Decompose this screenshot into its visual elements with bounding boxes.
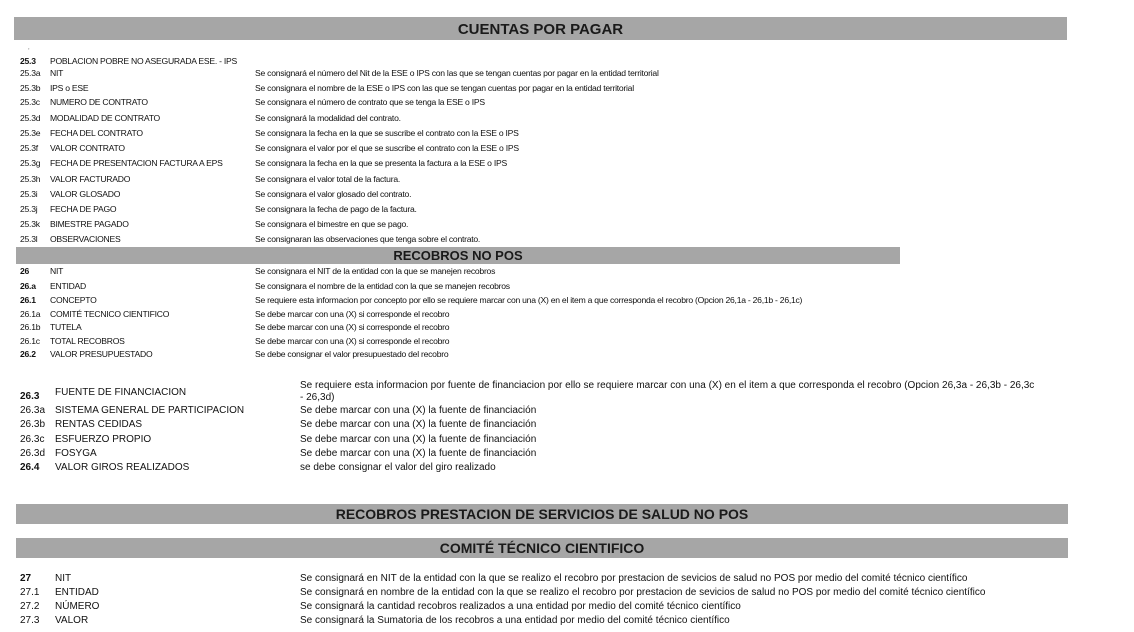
row-label: NIT (50, 266, 64, 276)
row-description: Se consignara el NIT de la entidad con la que se manejen recobros (255, 266, 496, 276)
row-code: 26.3c (20, 434, 45, 445)
row-label: VALOR PRESUPUESTADO (50, 349, 153, 359)
row-code: 25.3l (20, 234, 38, 244)
row-label: FECHA DEL CONTRATO (50, 128, 143, 138)
row-label: IPS o ESE (50, 83, 89, 93)
row-label: VALOR FACTURADO (50, 174, 131, 184)
row-label: TUTELA (50, 322, 82, 332)
row-code: 26.3b (20, 419, 46, 430)
row-description: Se debe consignar el valor presupuestado del recobro (255, 349, 449, 359)
row-description: Se consignará en nombre de la entidad con la que se realizo el recobro por prestacion de sevicios de salud no POS por medio del comité técnico científico (300, 587, 986, 598)
row-label: FUENTE DE FINANCIACION (55, 387, 187, 398)
row-label: VALOR CONTRATO (50, 143, 125, 153)
row-description: Se debe marcar con una (X) la fuente de financiación (300, 405, 537, 416)
row-label: MODALIDAD DE CONTRATO (50, 113, 160, 123)
row-code: 25.3g (20, 158, 41, 168)
row-label: OBSERVACIONES (50, 234, 121, 244)
row-code: 26.3a (20, 405, 46, 416)
row-description: Se consignara el valor por el que se suscribe el contrato con la ESE o IPS (255, 143, 519, 153)
row-label: ENTIDAD (55, 587, 99, 598)
row-code: 25.3c (20, 97, 40, 107)
row-description: Se consignará en NIT de la entidad con la que se realizo el recobro por prestacion de sevicios de salud no POS por medio del comité técnico científico (300, 573, 968, 584)
row-code: 25.3k (20, 219, 40, 229)
section-header-comite-tecnico: COMITÉ TÉCNICO CIENTIFICO (16, 538, 1068, 558)
row-code: 25.3e (20, 128, 41, 138)
row-label: NIT (55, 573, 72, 584)
row-description: Se consignara el bimestre en que se pago. (255, 219, 409, 229)
row-description: Se debe marcar con una (X) si corresponde el recobro (255, 336, 450, 346)
row-description: Se consignará la modalidad del contrato. (255, 113, 401, 123)
row-label: POBLACION POBRE NO ASEGURADA ESE. - IPS (50, 56, 238, 66)
row-code: 26.1a (20, 309, 41, 319)
row-code: 25.3h (20, 174, 41, 184)
row-code: 27.1 (20, 587, 40, 598)
row-label: NUMERO DE CONTRATO (50, 97, 148, 107)
row-description: Se debe marcar con una (X) si corresponde el recobro (255, 322, 450, 332)
row-description: Se debe marcar con una (X) la fuente de financiación (300, 434, 537, 445)
row-label: FECHA DE PAGO (50, 204, 117, 214)
row-description: Se requiere esta informacion por fuente de financiacion por ello se requiere marcar con una (X) en el item a que corresponda el recobro (Opcion 26,3a - 26,3b - 26,3c (300, 380, 1035, 391)
row-code: 25.3f (20, 143, 38, 153)
row-description: se debe consignar el valor del giro realizado (300, 462, 496, 473)
row-description: Se consignara el valor glosado del contrato. (255, 189, 412, 199)
row-label: VALOR (55, 615, 89, 626)
row-description: Se consignará la Sumatoria de los recobros a una entidad por medio del comité técnico científico (300, 615, 730, 626)
row-label: FECHA DE PRESENTACION FACTURA A EPS (50, 158, 223, 168)
row-description-continued: - 26,3d) (300, 392, 335, 403)
section-header-recobros-prestacion: RECOBROS PRESTACION DE SERVICIOS DE SALUD NO POS (16, 504, 1068, 524)
row-description: Se requiere esta informacion por concepto por ello se requiere marcar con una (X) en el item a que corresponda el recobro (Opcion 26,1a - 26,1b - 26,1c) (255, 295, 803, 305)
row-description: Se consignara el valor total de la factura. (255, 174, 400, 184)
row-description: Se consignará el número del Nit de la ESE o IPS con las que se tengan cuentas por pagar en la entidad territorial (255, 68, 659, 78)
row-code: 26.4 (20, 462, 40, 473)
row-code: 26 (20, 266, 30, 276)
row-code: 26.1c (20, 336, 40, 346)
row-code: 26.a (20, 281, 36, 291)
row-description: Se debe marcar con una (X) si corresponde el recobro (255, 309, 450, 319)
row-label: RENTAS CEDIDAS (55, 419, 143, 430)
row-code: 26.1 (20, 295, 36, 305)
row-label: NIT (50, 68, 64, 78)
row-label: TOTAL RECOBROS (50, 336, 125, 346)
row-label: ESFUERZO PROPIO (55, 434, 152, 445)
row-description: Se consignara la fecha de pago de la factura. (255, 204, 417, 214)
row-description: Se debe marcar con una (X) la fuente de financiación (300, 448, 537, 459)
row-code: 27.2 (20, 601, 40, 612)
row-description: Se consignara el nombre de la ESE o IPS con las que se tengan cuentas por pagar en la entidad territorial (255, 83, 634, 93)
row-label: FOSYGA (55, 448, 97, 459)
row-code: 26.3 (20, 391, 40, 402)
row-description: Se consignara el número de contrato que se tenga la ESE o IPS (255, 97, 485, 107)
row-label: SISTEMA GENERAL DE PARTICIPACION (55, 405, 245, 416)
row-label: VALOR GLOSADO (50, 189, 121, 199)
row-code: 25.3a (20, 68, 41, 78)
row-label: COMITÉ TECNICO CIENTIFICO (50, 309, 170, 319)
row-code: 25.3 (20, 56, 36, 66)
row-description: Se consignara la fecha en la que se presenta la factura a la ESE o IPS (255, 158, 507, 168)
row-code: 25.3d (20, 113, 41, 123)
row-label: NÚMERO (55, 601, 100, 612)
row-description: Se consignará la cantidad recobros realizados a una entidad por medio del comité técnico científico (300, 601, 741, 612)
row-code: 25.3b (20, 83, 41, 93)
row-label: BIMESTRE PAGADO (50, 219, 129, 229)
row-label: VALOR GIROS REALIZADOS (55, 462, 190, 473)
row-description: Se debe marcar con una (X) la fuente de financiación (300, 419, 537, 430)
row-code: 25.3j (20, 204, 38, 214)
row-code: 26.1b (20, 322, 41, 332)
row-description: Se consignara la fecha en la que se suscribe el contrato con la ESE o IPS (255, 128, 519, 138)
section-header-cuentas-por-pagar: CUENTAS POR PAGAR (14, 17, 1067, 40)
row-code: 26.3d (20, 448, 46, 459)
decorative-mark: , (28, 45, 30, 51)
section-header-recobros-no-pos: RECOBROS NO POS (16, 247, 900, 264)
row-code: 27.3 (20, 615, 40, 626)
row-code: 25.3i (20, 189, 38, 199)
row-code: 26.2 (20, 349, 36, 359)
row-code: 27 (20, 573, 32, 584)
row-description: Se consignara el nombre de la entidad con la que se manejen recobros (255, 281, 510, 291)
row-description: Se consignaran las observaciones que tenga sobre el contrato. (255, 234, 481, 244)
row-label: CONCEPTO (50, 295, 97, 305)
row-label: ENTIDAD (50, 281, 86, 291)
